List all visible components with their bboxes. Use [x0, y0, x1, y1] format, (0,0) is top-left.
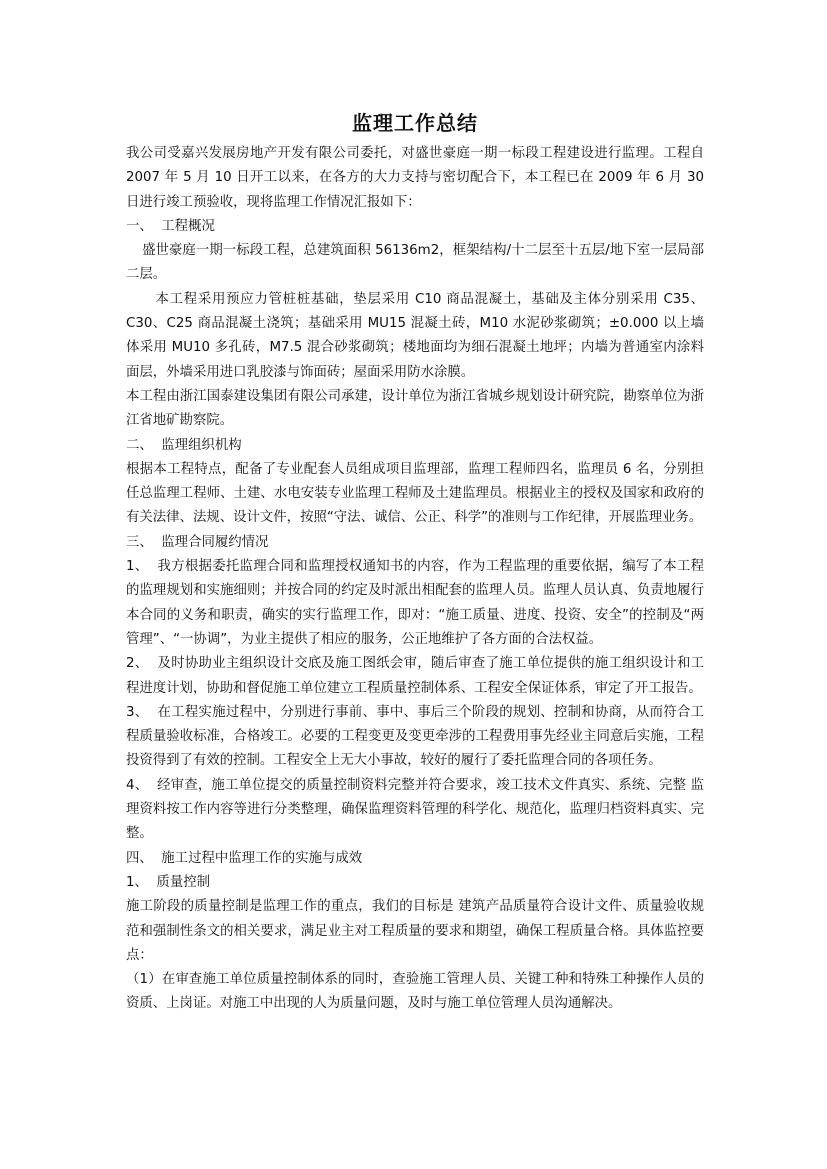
section-heading-contract: 三、 监理合同履约情况 [126, 534, 269, 550]
contract-item-2: 2、 及时协助业主组织设计交底及施工图纸会审，随后审查了施工单位提供的施工组织设计和工程进度计划，协助和督促施工单位建立工程质量控制体系、工程安全保证体系，审定了开工报告。 [126, 656, 704, 696]
section-heading-implementation: 四、 施工过程中监理工作的实施与成效 [126, 850, 363, 866]
intro-paragraph: 我公司受嘉兴发展房地产开发有限公司委托，对盛世豪庭一期一标段工程建设进行监理。工程自 2007 年 5 月 10 日开工以来，在各方的大力支持与密切配合下，本工程已在 2009 年 6 月 30 日进行竣工预验收，现将监理工作情况汇报如下： [126, 146, 704, 210]
section-heading-overview: 一、 工程概况 [126, 218, 215, 234]
contract-item-1: 1、 我方根据委托监理合同和监理授权通知书的内容，作为工程监理的重要依据，编写了本工程的监理规划和实施细则；并按合同的约定及时派出相配套的监理人员。监理人员认真、负责地履行本合同的义务和职责，确实的实行监理工作，即对：“施工质量、进度、投资、安全”的控制及“两管理”、“一协调”，为业主提供了相应的服务，公正地维护了各方面的合法权益。 [126, 559, 704, 647]
subheading-quality-control: 1、 质量控制 [126, 874, 210, 890]
overview-paragraph-2: 本工程采用预应力管桩桩基础，垫层采用 C10 商品混凝土，基础及主体分别采用 C35、C30、C25 商品混凝土浇筑；基础采用 MU15 混凝土砖，M10 水泥砂浆砌筑；±0.000 以上墙体采用 MU10 多孔砖，M7.5 混合砂浆砌筑；楼地面均为细石混凝土地坪；内墙为普通室内涂料面层，外墙采用进口乳胶漆与饰面砖；屋面采用防水涂膜。 [126, 291, 704, 380]
document-title: 监理工作总结 [352, 111, 478, 135]
organization-paragraph: 根据本工程特点，配备了专业配套人员组成项目监理部，监理工程师四名，监理员 6 名，分别担任总监理工程师、土建、水电安装专业监理工程师及土建监理员。根据业主的授权及国家和政府的有关法律、法规、设计文件，按照“守法、诚信、公正、科学”的准则与工作纪律，开展监理业务。 [126, 461, 704, 526]
overview-paragraph-3: 本工程由浙江国泰建设集团有限公司承建，设计单位为浙江省城乡规划设计研究院，勘察单位为浙江省地矿勘察院。 [126, 388, 704, 429]
overview-paragraph-1: 盛世豪庭一期一标段工程，总建筑面积 56136m2，框架结构/十二层至十五层/地下室一层局部二层。 [126, 243, 704, 283]
contract-item-3: 3、 在工程实施过程中，分别进行事前、事中、事后三个阶段的规划、控制和协商，从而符合工程质量验收标准，合格竣工。必要的工程变更及变更牵涉的工程费用事先经业主同意后实施，工程投资得到了有效的控制。工程安全上无大小事故，较好的履行了委托监理合同的各项任务。 [126, 704, 704, 769]
contract-item-4: 4、 经审查，施工单位提交的质量控制资料完整并符合要求，竣工技术文件真实、系统、完整 监理资料按工作内容等进行分类整理，确保监理资料管理的科学化、规范化，监理归档资料真实、完整。 [126, 777, 704, 842]
quality-control-point-1: （1）在审查施工单位质量控制体系的同时，查验施工管理人员、关键工种和特殊工种操作人员的资质、上岗证。对施工中出现的人为质量问题，及时与施工单位管理人员沟通解决。 [126, 972, 704, 1012]
section-heading-organization: 二、 监理组织机构 [126, 437, 242, 453]
document-page [126, 106, 704, 1017]
quality-control-paragraph: 施工阶段的质量控制是监理工作的重点，我们的目标是 建筑产品质量符合设计文件、质量验收规范和强制性条文的相关要求，满足业主对工程质量的要求和期望，确保工程质量合格。具体监控要点： [126, 899, 704, 963]
